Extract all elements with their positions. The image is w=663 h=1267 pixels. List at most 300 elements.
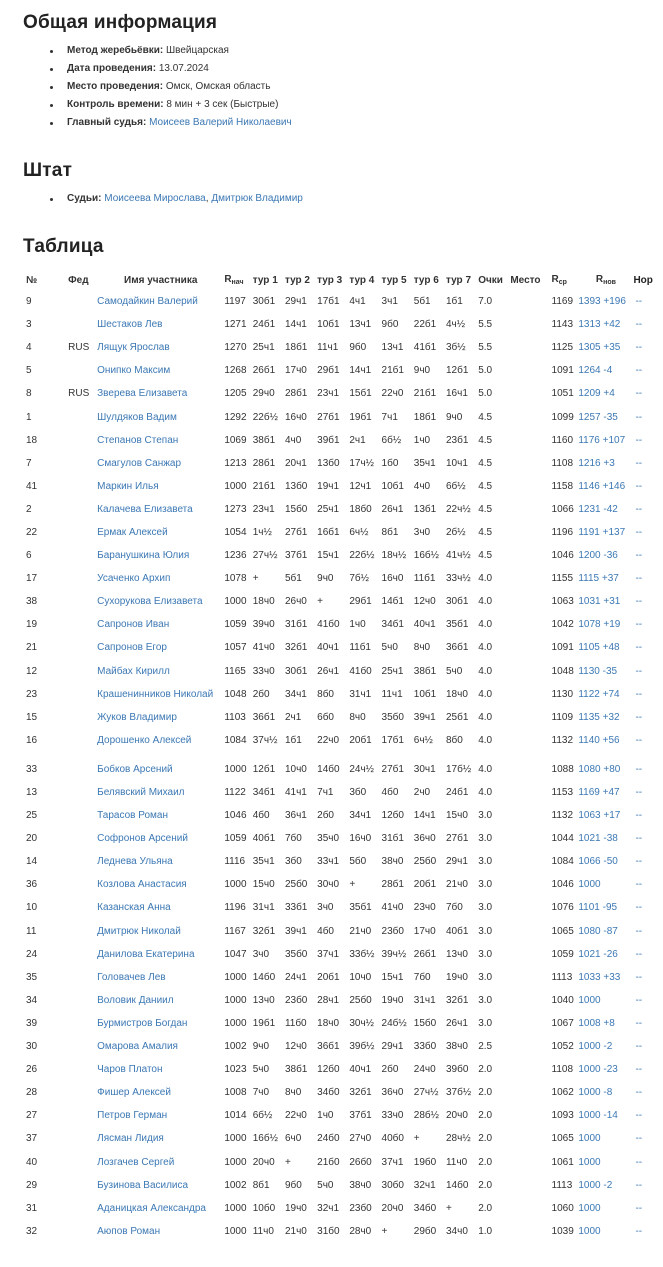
rating-new-link[interactable]: 1209 +4	[578, 388, 615, 400]
info-label: Главный судья:	[67, 117, 147, 128]
round-4-result: 29б1	[349, 596, 372, 608]
player-name-link[interactable]: Сапронов Егор	[97, 642, 167, 654]
place-cell	[510, 827, 551, 850]
rating-new-link[interactable]: 1000	[578, 1156, 601, 1168]
round-7-result-cell	[446, 706, 478, 729]
rating-new-link[interactable]: 1021 -26	[578, 948, 618, 960]
round-1-result: 37ч½	[252, 734, 278, 746]
round-5-result: 11ч1	[381, 688, 403, 700]
round-4-result: 21ч0	[349, 925, 372, 937]
start-number-cell	[0, 590, 68, 613]
norm-link[interactable]: --	[635, 480, 643, 492]
start-number-cell	[0, 804, 68, 827]
round-1-result: 19б1	[252, 1017, 276, 1029]
player-name-link[interactable]: Дмитрюк Николай	[97, 925, 181, 937]
federation-cell	[68, 359, 97, 382]
norm-link[interactable]: --	[635, 902, 643, 914]
start-number: 7	[26, 457, 32, 469]
norm-link[interactable]: --	[635, 596, 643, 608]
round-5-result-cell	[382, 989, 414, 1012]
rating-start: 1048	[224, 688, 247, 700]
player-name-link[interactable]: Лозгачев Сергей	[97, 1156, 175, 1168]
table-row	[0, 966, 663, 989]
place-cell	[510, 1012, 551, 1035]
rating-new-link[interactable]: 1000 -8	[578, 1087, 613, 1099]
player-name-link[interactable]: Онипко Максим	[97, 365, 171, 377]
norm-link[interactable]: --	[635, 688, 643, 700]
round-5-result: 9б0	[381, 319, 399, 331]
player-name-link[interactable]: Омарова Амалия	[97, 1041, 178, 1053]
round-2-result-cell	[285, 781, 317, 804]
player-name-link[interactable]: Казанская Анна	[97, 902, 171, 914]
player-name-link[interactable]: Аюпов Роман	[97, 1225, 161, 1237]
rating-new-link[interactable]: 1080 +80	[578, 763, 621, 775]
rating-avg: 1196	[551, 526, 574, 538]
round-6-result: 33б0	[413, 1041, 437, 1053]
round-7-result: 37б½	[445, 1087, 472, 1099]
rating-new-link[interactable]: 1140 +56	[578, 734, 620, 746]
header-norm: Нор	[633, 274, 653, 286]
round-3-result: 26ч1	[317, 665, 340, 677]
round-4-result: 30ч½	[349, 1017, 375, 1029]
rating-start-cell	[224, 336, 252, 359]
rating-start: 1069	[224, 434, 247, 446]
round-7-result: 36б1	[445, 642, 469, 654]
start-number: 29	[26, 1179, 38, 1191]
points: 4.0	[478, 787, 493, 799]
round-6-result-cell	[414, 452, 446, 475]
rating-avg: 1059	[551, 948, 574, 960]
round-6-result: 13б1	[413, 503, 437, 515]
norm-link[interactable]: --	[635, 665, 643, 677]
round-6-result-cell	[414, 1150, 446, 1173]
table-row	[0, 729, 663, 752]
points: 3.0	[478, 856, 493, 868]
round-2-result-cell	[285, 475, 317, 498]
rating-new-link-cell	[578, 475, 633, 498]
player-name-link-cell	[97, 660, 224, 683]
round-4-result-cell	[349, 475, 381, 498]
norm-link[interactable]: --	[635, 856, 643, 868]
place-cell	[510, 683, 551, 706]
table-row	[0, 313, 663, 336]
norm-link[interactable]: --	[635, 526, 643, 538]
rating-new-link[interactable]: 1033 +33	[578, 971, 621, 983]
rating-new-link[interactable]: 1000 -2	[578, 1041, 613, 1053]
norm-link[interactable]: --	[635, 1202, 643, 1214]
rating-new-link-cell	[578, 290, 633, 313]
norm-link[interactable]: --	[635, 1179, 643, 1191]
rating-new-link[interactable]: 1122 +74	[578, 688, 620, 700]
rating-new-link[interactable]: 1000 -14	[578, 1110, 618, 1122]
points-cell	[478, 429, 510, 452]
player-name-link[interactable]: Ермак Алексей	[97, 526, 168, 538]
player-name-link[interactable]: Калачева Елизавета	[97, 503, 193, 515]
round-3-result: 37ч1	[317, 948, 340, 960]
round-1-result-cell	[253, 1197, 285, 1220]
rating-start: 1014	[224, 1110, 247, 1122]
rating-new-link[interactable]: 1305 +35	[578, 342, 621, 354]
round-5-result-cell	[382, 452, 414, 475]
rating-new-link[interactable]: 1216 +3	[578, 457, 615, 469]
player-name-link[interactable]: Шулдяков Вадим	[97, 411, 177, 423]
player-name-link[interactable]: Леднева Ульяна	[97, 856, 173, 868]
round-2-result: 13б0	[284, 480, 308, 492]
player-name-link[interactable]: Жуков Владимир	[97, 711, 177, 723]
federation-cell	[68, 966, 97, 989]
rating-new-link[interactable]: 1031 +31	[578, 596, 621, 608]
round-3-result-cell	[317, 1174, 349, 1197]
round-7-result-cell	[446, 1081, 478, 1104]
rating-new-link[interactable]: 1000	[578, 879, 601, 891]
points: 4.0	[478, 688, 493, 700]
round-5-result-cell	[382, 382, 414, 405]
norm-link-cell	[633, 1058, 663, 1081]
chief-judge-link[interactable]: Моисеев Валерий Николаевич	[149, 117, 292, 128]
table-row	[0, 850, 663, 873]
norm-link[interactable]: --	[635, 994, 643, 1006]
player-name-link[interactable]: Степанов Степан	[97, 434, 179, 446]
norm-link-cell	[633, 1197, 663, 1220]
round-2-result-cell	[285, 590, 317, 613]
rating-new-link[interactable]: 1000	[578, 1202, 601, 1214]
round-1-result: 28б1	[252, 457, 276, 469]
round-4-result-cell	[349, 660, 381, 683]
rating-new-link[interactable]: 1000	[578, 1133, 601, 1145]
round-3-result-cell	[317, 567, 349, 590]
rating-avg-cell	[552, 1035, 579, 1058]
rating-start-cell	[224, 1174, 252, 1197]
player-name-link[interactable]: Лящук Ярослав	[97, 342, 170, 354]
norm-link[interactable]: --	[635, 1133, 643, 1145]
player-name-link[interactable]: Бобков Арсений	[97, 763, 173, 775]
rating-new-link[interactable]: 1130 -35	[578, 665, 618, 677]
round-3-result-cell	[317, 1035, 349, 1058]
norm-link[interactable]: --	[635, 573, 643, 585]
judges-links	[104, 193, 303, 204]
place-cell	[510, 1127, 551, 1150]
start-number: 12	[26, 665, 38, 677]
rating-new-link[interactable]: 1115 +37	[578, 573, 619, 585]
rating-new-link[interactable]: 1231 -42	[578, 503, 618, 515]
rating-avg-cell	[552, 452, 579, 475]
points: 2.0	[478, 1179, 493, 1191]
player-name-link-cell	[97, 405, 224, 428]
round-1-result: 7ч0	[252, 1087, 270, 1099]
rating-new-link[interactable]: 1105 +48	[578, 642, 620, 654]
round-2-result-cell	[285, 1081, 317, 1104]
rating-new-link[interactable]: 1000	[578, 994, 601, 1006]
player-name-link[interactable]: Тарасов Роман	[97, 810, 168, 822]
points-cell	[478, 590, 510, 613]
table-row	[0, 336, 663, 359]
round-1-result: 31ч1	[252, 902, 275, 914]
general-info-item	[67, 78, 663, 96]
norm-link[interactable]: --	[635, 550, 643, 562]
round-6-result: 40ч1	[413, 619, 436, 631]
rating-new-link-cell	[578, 498, 633, 521]
norm-link[interactable]: --	[635, 1225, 643, 1237]
rating-new-link[interactable]: 1135 +32	[578, 711, 620, 723]
points: 2.5	[478, 1041, 493, 1053]
header-fed: Фед	[68, 274, 89, 286]
rating-new-link[interactable]: 1191 +137	[578, 526, 626, 538]
round-4-result-cell	[349, 943, 381, 966]
norm-link[interactable]: --	[635, 833, 643, 845]
place-cell	[510, 873, 551, 896]
round-1-result-cell	[253, 636, 285, 659]
player-name-link-cell	[97, 989, 224, 1012]
round-7-result: 40б1	[445, 925, 469, 937]
rating-start-cell	[224, 781, 252, 804]
norm-link[interactable]: --	[635, 296, 643, 308]
round-3-result: 18ч0	[317, 1017, 340, 1029]
rating-new-link[interactable]: 1066 -50	[578, 856, 618, 868]
norm-link[interactable]: --	[635, 365, 643, 377]
player-name-link[interactable]: Чаров Платон	[97, 1064, 163, 1076]
norm-link[interactable]: --	[635, 763, 643, 775]
place-cell	[510, 405, 551, 428]
rating-new-link[interactable]: 1008 +8	[578, 1017, 615, 1029]
round-6-result-cell	[414, 1197, 446, 1220]
player-name-link-cell	[97, 1150, 224, 1173]
player-name-link[interactable]: Петров Герман	[97, 1110, 168, 1122]
player-name-link[interactable]: Зверева Елизавета	[97, 388, 188, 400]
points-cell	[478, 781, 510, 804]
player-name-link[interactable]: Шестаков Лев	[97, 319, 163, 331]
round-1-result: 23ч1	[252, 503, 275, 515]
rating-start: 1047	[224, 948, 247, 960]
rating-new-link[interactable]: 1000	[578, 1225, 601, 1237]
round-2-result-cell	[285, 1058, 317, 1081]
norm-link-cell	[633, 359, 663, 382]
rating-new-link[interactable]: 1313 +42	[578, 319, 621, 331]
round-6-result-cell	[414, 498, 446, 521]
norm-link[interactable]: --	[635, 971, 643, 983]
round-2-result-cell	[285, 1104, 317, 1127]
norm-link[interactable]: --	[635, 1156, 643, 1168]
norm-link[interactable]: --	[635, 787, 643, 799]
rating-avg: 1061	[551, 1156, 574, 1168]
rating-start-cell	[224, 729, 252, 752]
round-3-result: 28ч1	[317, 994, 340, 1006]
points: 3.0	[478, 902, 493, 914]
federation-cell	[68, 475, 97, 498]
round-6-result: 1ч0	[413, 434, 431, 446]
round-4-result: 16ч0	[349, 833, 372, 845]
rating-start: 1046	[224, 810, 247, 822]
round-7-result: 1б1	[445, 296, 463, 308]
judge-link[interactable]: Моисеева Мирослава	[104, 193, 206, 204]
norm-link[interactable]: --	[635, 388, 643, 400]
round-3-result-cell	[317, 752, 349, 781]
norm-link[interactable]: --	[635, 619, 643, 631]
round-6-result: 15б0	[413, 1017, 437, 1029]
rating-start: 1000	[224, 879, 247, 891]
player-name-link[interactable]: Бузинова Василиса	[97, 1179, 189, 1191]
norm-link-cell	[633, 1174, 663, 1197]
norm-link[interactable]: --	[635, 810, 643, 822]
player-name-link[interactable]: Дорошенко Алексей	[97, 734, 192, 746]
round-2-result-cell	[285, 1127, 317, 1150]
player-name-link[interactable]: Бурмистров Богдан	[97, 1017, 188, 1029]
round-4-result-cell	[349, 313, 381, 336]
rating-new-link[interactable]: 1146 +146	[578, 480, 626, 492]
start-number: 28	[26, 1087, 38, 1099]
judge-link[interactable]: Дмитрюк Владимир	[211, 193, 303, 204]
norm-link[interactable]: --	[635, 1017, 643, 1029]
points-cell	[478, 1012, 510, 1035]
round-1-result-cell	[253, 1058, 285, 1081]
norm-link[interactable]: --	[635, 457, 643, 469]
norm-link[interactable]: --	[635, 411, 643, 423]
rating-new-link[interactable]: 1264 -4	[578, 365, 613, 377]
start-number: 32	[26, 1225, 38, 1237]
norm-link[interactable]: --	[635, 434, 643, 446]
rating-new-link-cell	[578, 729, 633, 752]
round-7-result-cell	[446, 475, 478, 498]
norm-link[interactable]: --	[635, 734, 643, 746]
norm-link[interactable]: --	[635, 948, 643, 960]
rating-new-link[interactable]: 1080 -87	[578, 925, 618, 937]
round-3-result: 2б0	[317, 810, 334, 822]
round-6-result-cell	[414, 1127, 446, 1150]
rating-new-link[interactable]: 1101 -95	[578, 902, 618, 914]
federation-cell	[68, 290, 97, 313]
round-5-result-cell	[382, 896, 414, 919]
round-2-result-cell	[285, 452, 317, 475]
player-name-link-cell	[97, 683, 224, 706]
rating-start-cell	[224, 1012, 252, 1035]
round-5-result-cell	[382, 405, 414, 428]
player-name-link[interactable]: Самодайкин Валерий	[97, 296, 198, 308]
round-4-result-cell	[349, 752, 381, 781]
player-name-link-cell	[97, 752, 224, 781]
round-4-result: +	[349, 879, 356, 891]
start-number-cell	[0, 475, 68, 498]
round-6-result-cell	[414, 1220, 446, 1243]
norm-link[interactable]: --	[635, 1064, 643, 1076]
rating-new-link[interactable]: 1257 -35	[578, 411, 618, 423]
player-name-link-cell	[97, 1104, 224, 1127]
player-name-link[interactable]: Баранушкина Юлия	[97, 550, 190, 562]
round-3-result-cell	[317, 683, 349, 706]
rating-start: 1000	[224, 1133, 247, 1145]
player-name-link-cell	[97, 613, 224, 636]
player-name-link[interactable]: Смагулов Санжар	[97, 457, 182, 469]
rating-start: 1054	[224, 526, 247, 538]
start-number: 25	[26, 810, 38, 822]
rating-new-link[interactable]: 1169 +47	[578, 787, 620, 799]
start-number-cell	[0, 1197, 68, 1220]
rating-new-link[interactable]: 1063 +17	[578, 810, 621, 822]
federation-cell	[68, 521, 97, 544]
round-6-result-cell	[414, 729, 446, 752]
round-3-result: 25ч1	[317, 503, 340, 515]
player-name-link[interactable]: Фишер Алексей	[97, 1087, 171, 1099]
norm-link[interactable]: --	[635, 342, 643, 354]
player-name-link[interactable]: Сапронов Иван	[97, 619, 170, 631]
round-3-result-cell	[317, 896, 349, 919]
round-4-result: 18б0	[349, 503, 372, 515]
norm-link[interactable]: --	[635, 503, 643, 515]
round-4-result-cell	[349, 781, 381, 804]
federation-cell	[68, 405, 97, 428]
rating-avg: 1158	[551, 480, 574, 492]
player-name-link[interactable]: Аданицкая Александра	[97, 1202, 206, 1214]
player-name-link[interactable]: Усаченко Архип	[97, 573, 171, 585]
norm-link[interactable]: --	[635, 1087, 643, 1099]
federation-cell	[68, 683, 97, 706]
player-name-link[interactable]: Крашенинников Николай	[97, 688, 214, 700]
player-name-link[interactable]: Лясман Лидия	[97, 1133, 164, 1145]
player-name-link[interactable]: Данилова Екатерина	[97, 948, 195, 960]
table-row	[0, 781, 663, 804]
round-4-result-cell	[349, 1035, 381, 1058]
rating-new-link[interactable]: 1021 -38	[578, 833, 618, 845]
table-heading: Таблица	[23, 236, 104, 257]
round-4-result-cell	[349, 359, 381, 382]
rating-new-link[interactable]: 1200 -36	[578, 550, 618, 562]
player-name-link[interactable]: Козлова Анастасия	[97, 879, 187, 891]
rating-new-link[interactable]: 1393 +196	[578, 296, 626, 308]
rating-avg-cell	[552, 544, 579, 567]
federation-cell	[68, 613, 97, 636]
rating-new-link[interactable]: 1000 -2	[578, 1179, 613, 1191]
round-4-result: 14ч1	[349, 365, 372, 377]
player-name-link[interactable]: Майбах Кирилл	[97, 665, 170, 677]
player-name-link[interactable]: Софронов Арсений	[97, 833, 188, 845]
header-r-new	[578, 270, 633, 290]
player-name-link[interactable]: Маркин Илья	[97, 480, 159, 492]
rating-new-link[interactable]: 1000 -23	[578, 1064, 618, 1076]
federation-cell	[68, 920, 97, 943]
player-name-link[interactable]: Головачев Лев	[97, 971, 166, 983]
rating-start-cell	[224, 752, 252, 781]
norm-link[interactable]: --	[635, 319, 643, 331]
player-name-link-cell	[97, 359, 224, 382]
norm-link[interactable]: --	[635, 642, 643, 654]
rating-new-link[interactable]: 1078 +19	[578, 619, 621, 631]
player-name-link[interactable]: Белявский Михаил	[97, 787, 185, 799]
rating-avg: 1113	[551, 971, 573, 983]
rating-new-link-cell	[578, 359, 633, 382]
rating-new-link[interactable]: 1176 +107	[578, 434, 626, 446]
norm-link[interactable]: --	[635, 711, 643, 723]
rating-avg-cell	[552, 1058, 579, 1081]
norm-link[interactable]: --	[635, 925, 643, 937]
points-cell	[478, 1058, 510, 1081]
start-number-cell	[0, 706, 68, 729]
player-name-link[interactable]: Сухорукова Елизавета	[97, 596, 203, 608]
federation-cell	[68, 1081, 97, 1104]
round-3-result: 9ч0	[317, 573, 334, 585]
norm-link[interactable]: --	[635, 1110, 643, 1122]
round-7-result: 25б1	[445, 711, 469, 723]
start-number-cell	[0, 359, 68, 382]
norm-link[interactable]: --	[635, 879, 643, 891]
round-1-result-cell	[253, 827, 285, 850]
round-7-result-cell	[446, 429, 478, 452]
round-3-result: 10б1	[317, 319, 340, 331]
round-6-result-cell	[414, 683, 446, 706]
norm-link[interactable]: --	[635, 1041, 643, 1053]
round-3-result-cell	[317, 475, 349, 498]
player-name-link[interactable]: Воловик Даниил	[97, 994, 174, 1006]
rating-avg: 1084	[551, 856, 574, 868]
rating-avg: 1091	[551, 642, 574, 654]
rating-avg: 1046	[551, 879, 574, 891]
